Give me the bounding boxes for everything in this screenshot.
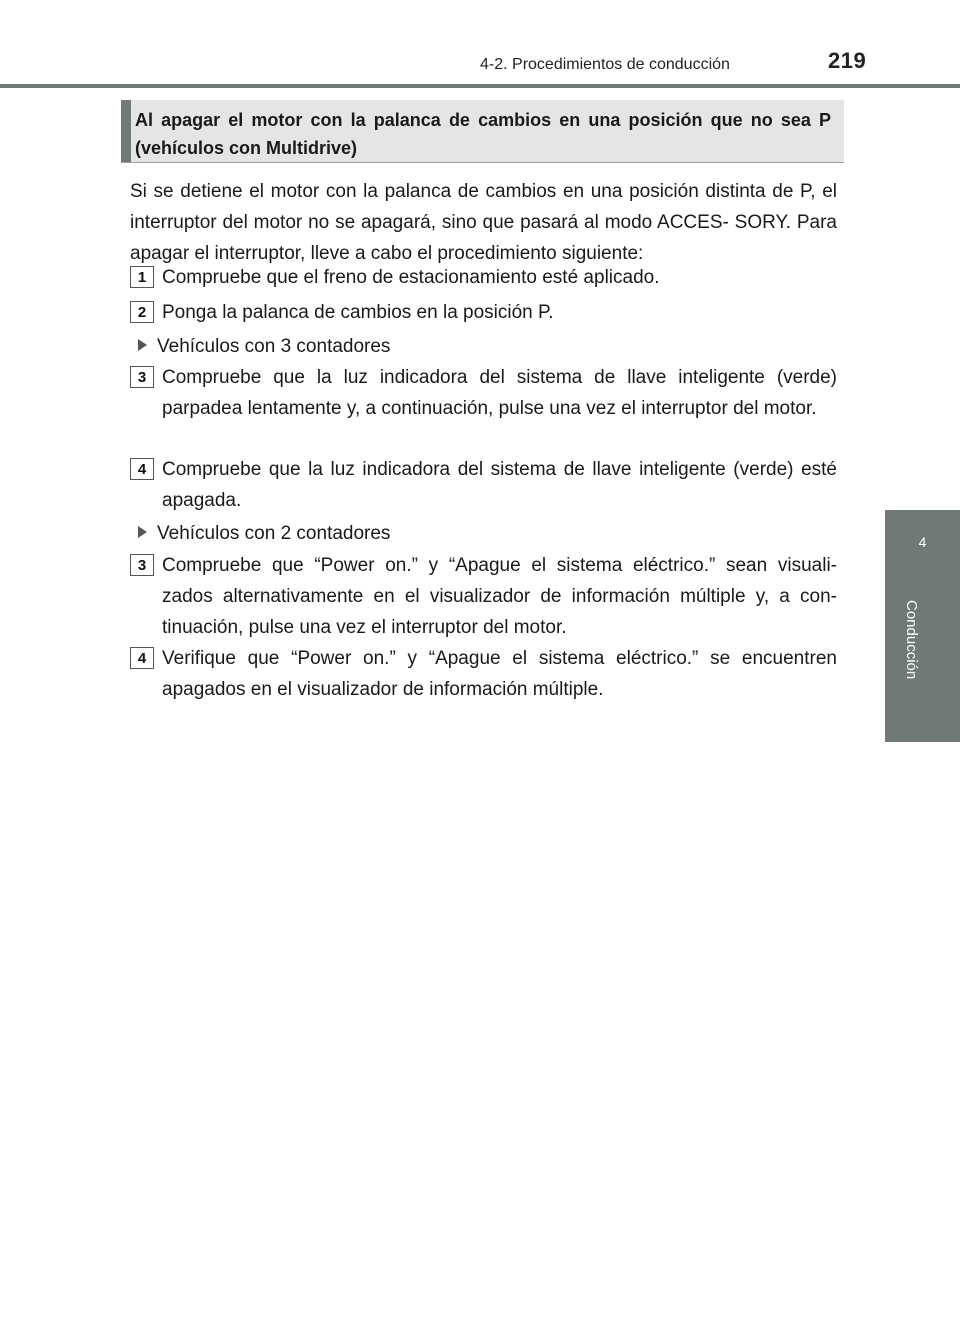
step-text: Compruebe que el freno de estacionamiento esté aplicado.: [162, 267, 660, 288]
vehicle-group-title: Vehículos con 2 contadores: [157, 523, 391, 544]
step-number: 2: [130, 301, 154, 323]
vehicle-group-heading: [138, 331, 390, 362]
step-text: Verifique que “Power on.” y “Apague el sistema eléctrico.” se encuentren apagados en el visualizador de información múltiple.: [162, 648, 837, 700]
step-number: 4: [130, 458, 154, 480]
vehicle-group-heading: [138, 518, 390, 549]
step-number: 3: [130, 554, 154, 576]
section-title-box: [121, 100, 844, 163]
title-accent-bar: [121, 100, 131, 162]
step-text: Ponga la palanca de cambios en la posición P.: [162, 302, 554, 323]
page-number: 219: [828, 48, 867, 73]
step-item: [130, 550, 837, 643]
step-item: [130, 454, 837, 516]
section-title: Al apagar el motor con la palanca de cambios en una posición que no sea P (vehículos con Multidrive): [135, 110, 831, 158]
step-text: Compruebe que la luz indicadora del sistema de llave inteligente (verde) parpadea lentamente y, a continuación, pulse una vez el interruptor del motor.: [162, 367, 837, 419]
vehicle-group-title: Vehículos con 3 contadores: [157, 336, 391, 357]
step-item: [130, 297, 837, 328]
chapter-tab-number: 4: [918, 534, 927, 550]
step-number: 4: [130, 647, 154, 669]
header-rule: [0, 84, 960, 88]
chapter-tab-label: Conducción: [903, 600, 920, 680]
step-item: [130, 262, 837, 293]
step-number: 1: [130, 266, 154, 288]
section-label: 4-2. Procedimientos de conducción: [480, 56, 730, 73]
step-text: Compruebe que “Power on.” y “Apague el sistema eléctrico.” sean visuali- zados alternativamente en el visualizador de información múltiple y, a con- tinuación, pulse una vez el interruptor del motor.: [162, 555, 837, 638]
triangle-bullet-icon: [138, 526, 147, 538]
intro-paragraph: Si se detiene el motor con la palanca de cambios en una posición distinta de P, el interruptor del motor no se apagará, sino que pasará al modo ACCES- SORY. Para apagar el interruptor, lleve a cabo el procedimiento siguiente:: [130, 181, 837, 264]
step-item: [130, 643, 837, 705]
step-number: 3: [130, 366, 154, 388]
triangle-bullet-icon: [138, 339, 147, 351]
step-item: [130, 362, 837, 424]
step-text: Compruebe que la luz indicadora del sistema de llave inteligente (verde) esté apagada.: [162, 459, 837, 511]
